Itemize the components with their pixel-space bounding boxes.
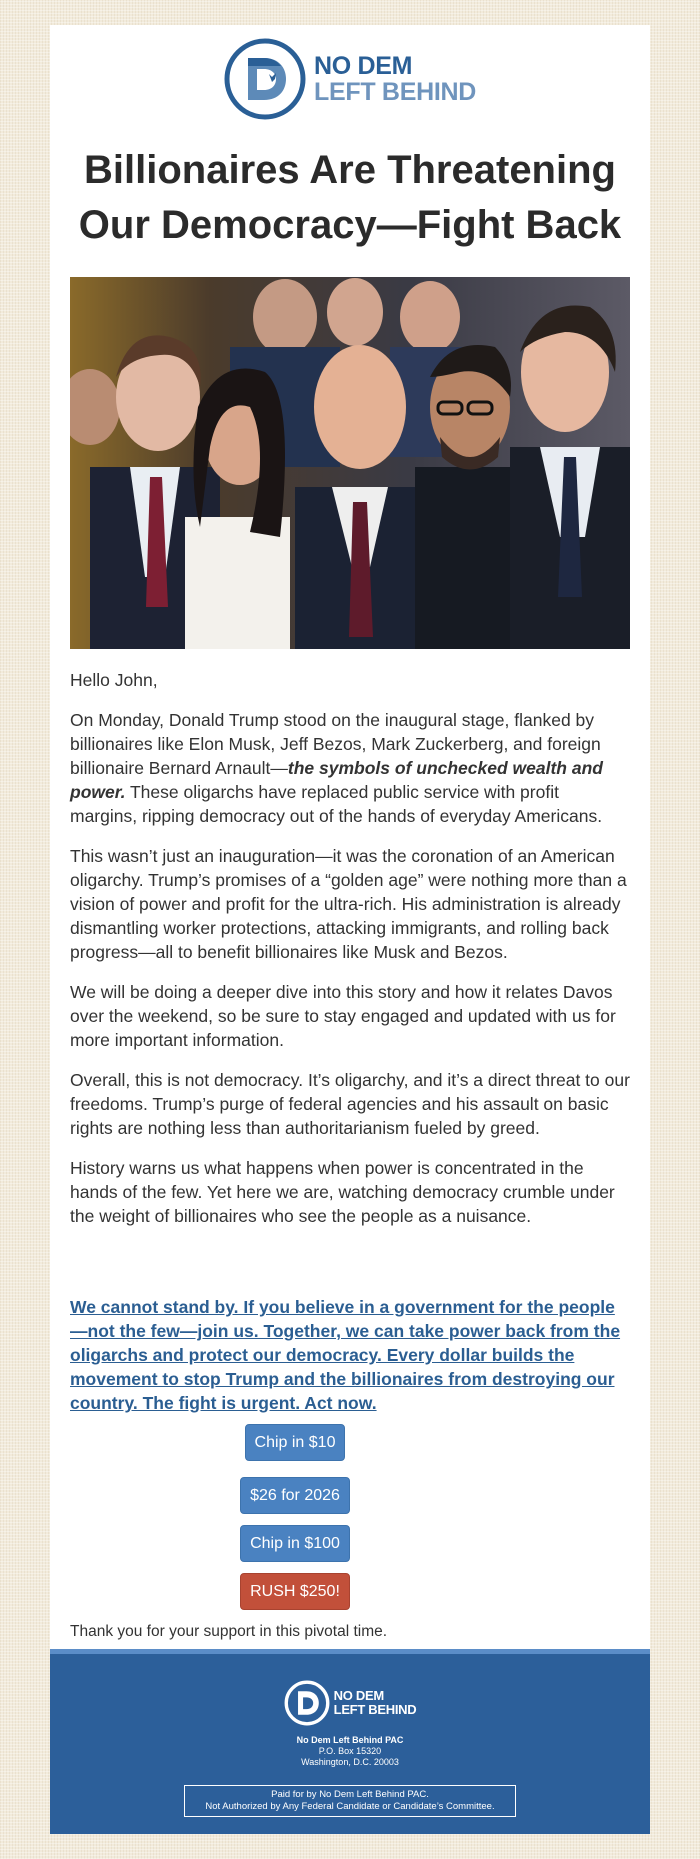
paragraph-1-emphasis: the symbols of unchecked wealth and power. — [70, 758, 603, 802]
disclaimer-line-2: Not Authorized by Any Federal Candidate or Candidate’s Committee. — [205, 1801, 495, 1812]
paragraph-1-start: On Monday, Donald Trump stood on the inaugural stage, flanked by billionaires like Elon Musk, Jeff Bezos, Mark Zuckerberg, and foreign billionaire Bernard Arnault— — [70, 710, 601, 778]
brand-line-2: LEFT BEHIND — [314, 78, 476, 106]
paid-for-disclaimer — [184, 1785, 516, 1817]
chip-in-10-button[interactable]: Chip in $10 — [245, 1424, 345, 1461]
chip-in-100-button[interactable]: Chip in $100 — [240, 1525, 350, 1562]
footer-logo[interactable] — [50, 1680, 650, 1726]
headline-line-2: Our Democracy—Fight Back — [78, 203, 622, 247]
brand-line-1: NO DEM — [314, 52, 413, 80]
rush-250-button[interactable]: RUSH $250! — [240, 1573, 350, 1610]
greeting: Hello John, — [70, 670, 158, 690]
paragraph-1 — [70, 708, 630, 828]
footer-brand-line-1: NO DEM — [333, 1688, 384, 1703]
brand-logo[interactable] — [224, 38, 476, 120]
email-container — [50, 25, 650, 1834]
cta-donate-link[interactable]: We cannot stand by. If you believe in a government for the people—not the few—join us. Together, we can take power back from the oligarchs and protect our democracy. Every dollar builds the movement to stop Trump and the billionaires from destroying our country. The fight is urgent. Act now. — [70, 1297, 621, 1413]
footer — [50, 1649, 650, 1834]
city-line: Washington, D.C. 20003 — [301, 1757, 399, 1767]
mailing-address — [50, 1735, 650, 1768]
footer-wordmark — [334, 1689, 417, 1717]
paragraph-3: We will be doing a deeper dive into this story and how it relates Davos over the weekend, so be sure to stay engaged and updated with us for more important information. — [70, 982, 616, 1050]
paragraph-1-end: These oligarchs have replaced public service with profit margins, ripping democracy out of the hands of everyday Americans. — [70, 782, 603, 826]
po-box: P.O. Box 15320 — [318, 1746, 382, 1756]
photo-of-billionaires-icon — [70, 277, 630, 649]
d-logo-icon — [284, 1680, 330, 1726]
footer-brand-logo[interactable] — [284, 1680, 417, 1726]
header-logo[interactable] — [50, 35, 650, 123]
email-body — [70, 668, 630, 1244]
26-for-2026-button[interactable]: $26 for 2026 — [240, 1477, 350, 1514]
paragraph-2: This wasn’t just an inauguration—it was the coronation of an American oligarchy. Trump’s promises of a “golden age” were nothing more than a vision of power and profit for the ultra-rich. His administration is already dismantling worker protections, attacking immigrants, and rolling back progress—all to benefit billionaires like Musk and Bezos. — [70, 846, 627, 962]
disclaimer-line-1: Paid for by No Dem Left Behind PAC. — [271, 1789, 429, 1800]
org-name: No Dem Left Behind PAC — [296, 1735, 404, 1745]
footer-brand-line-2: LEFT BEHIND — [333, 1702, 417, 1717]
page-title — [50, 143, 650, 253]
brand-wordmark — [314, 53, 476, 105]
thank-you-text: Thank you for your support in this pivotal time. — [70, 1623, 388, 1640]
paragraph-4: Overall, this is not democracy. It’s oligarchy, and it’s a direct threat to our freedoms. Trump’s purge of federal agencies and his assault on basic rights are nothing less than authoritarianism fueled by greed. — [70, 1070, 630, 1138]
paragraph-5: History warns us what happens when power is concentrated in the hands of the few. Yet here we are, watching democracy crumble under the weight of billionaires who see the people as a nuisance. — [70, 1158, 615, 1226]
d-logo-icon — [224, 38, 306, 120]
hero-image[interactable] — [70, 277, 630, 649]
headline-line-1: Billionaires Are Threatening — [84, 148, 616, 192]
